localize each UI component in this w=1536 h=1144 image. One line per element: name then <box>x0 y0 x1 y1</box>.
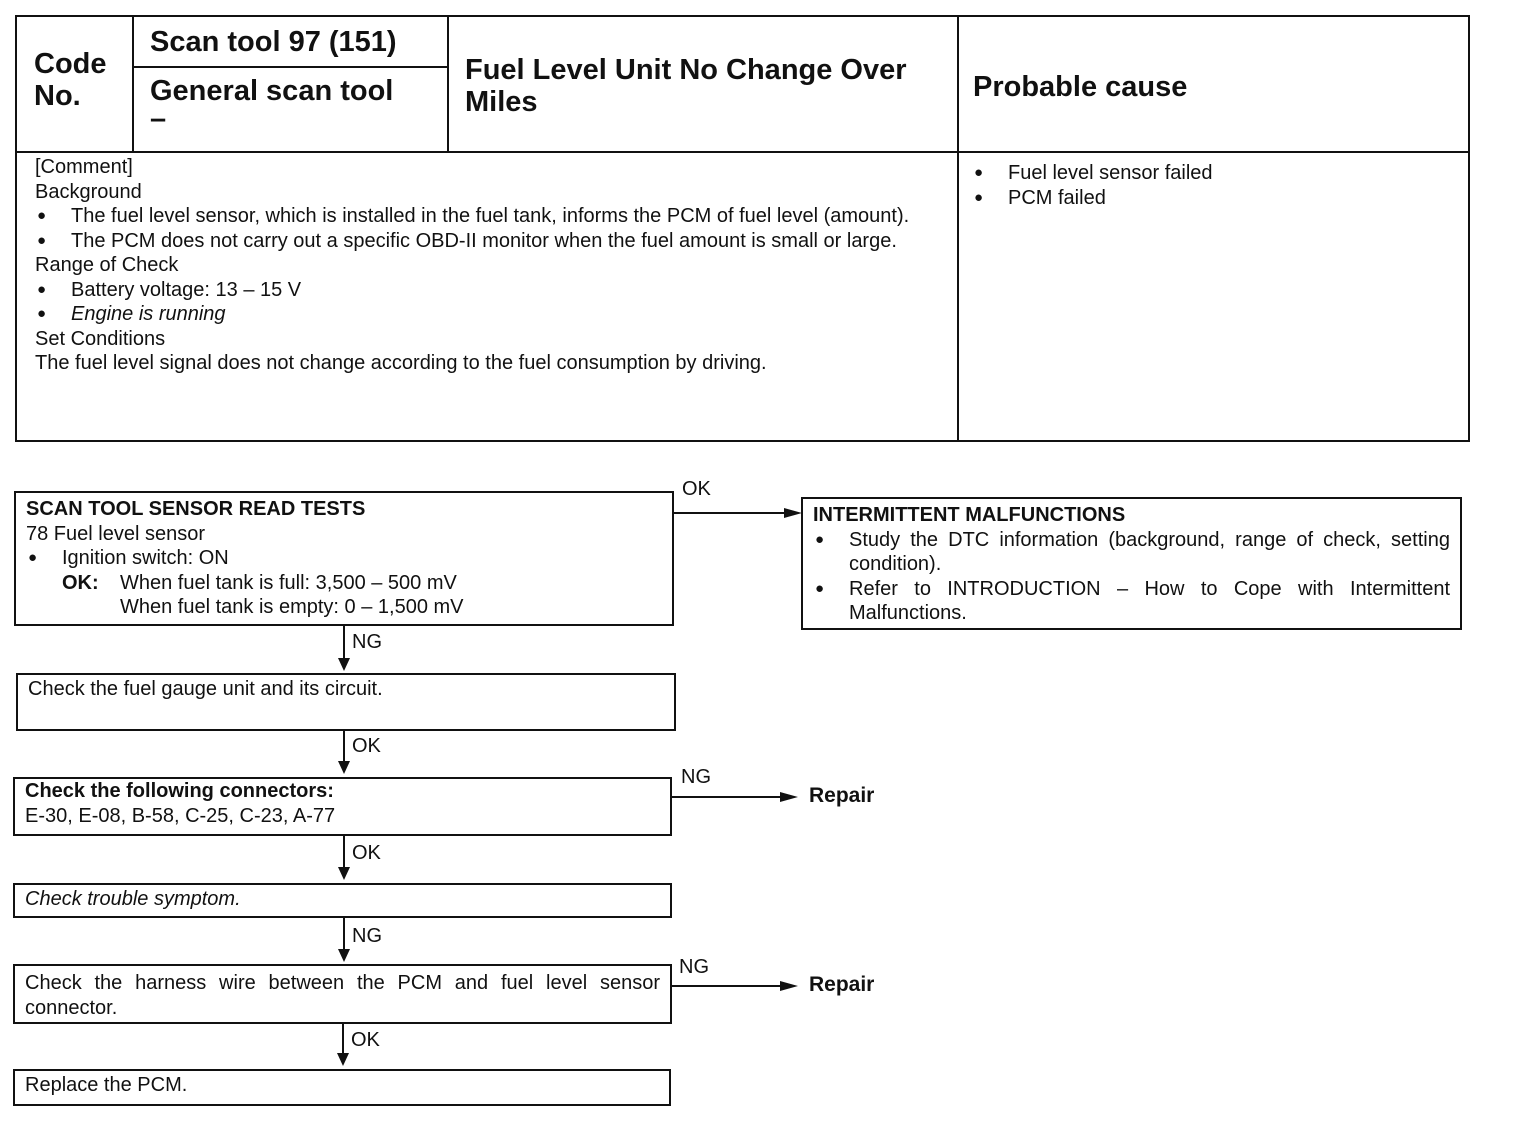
table-divider-cause <box>957 15 959 442</box>
flow-label-ng: NG <box>679 956 709 978</box>
flow-label-ng: NG <box>681 766 711 788</box>
ok-criteria-full: When fuel tank is full: 3,500 – 500 mV <box>120 571 457 594</box>
probable-cause-item: ● PCM failed <box>972 186 1452 211</box>
flow-label-ok: OK <box>682 478 711 500</box>
flow-label-ok: OK <box>351 1029 380 1051</box>
repair-label: Repair <box>809 973 875 996</box>
step-text: Replace the PCM. <box>25 1074 188 1096</box>
flow-label-ng: NG <box>352 925 382 947</box>
connector-line <box>672 985 782 987</box>
ok-criteria-empty: When fuel tank is empty: 0 – 1,500 mV <box>120 596 464 618</box>
arrow-right-icon <box>780 981 798 991</box>
arrow-right-icon <box>780 792 798 802</box>
general-scan-tool-heading: General scan tool <box>150 75 394 107</box>
step-title: SCAN TOOL SENSOR READ TESTS <box>26 498 366 520</box>
ok-criteria <box>26 571 662 620</box>
step-line: 78 Fuel level sensor <box>26 522 205 545</box>
intermittent-item: ● Refer to INTRODUCTION – How to Cope with Intermittent Malfunctions. <box>813 577 1450 626</box>
background-item: ● The fuel level sensor, which is installed in the fuel tank, informs the PCM of fuel level (amount). <box>35 204 940 229</box>
arrow-down-icon <box>337 1053 349 1066</box>
step-check-connectors <box>13 777 672 836</box>
step-replace-pcm <box>13 1069 671 1106</box>
page-title: Fuel Level Unit No Change Over Miles <box>465 54 907 118</box>
general-scan-tool-value: – <box>150 103 167 135</box>
set-conditions-text: The fuel level signal does not change according to the fuel consumption by driving. <box>35 352 767 374</box>
flow-label-ng: NG <box>352 631 382 653</box>
table-divider-code <box>132 15 134 152</box>
connector-list: E-30, E-08, B-58, C-25, C-23, A-77 <box>25 804 336 827</box>
connector-line <box>342 1024 344 1054</box>
intermittent-title: INTERMITTENT MALFUNCTIONS <box>813 504 1126 526</box>
range-item: ● Engine is running <box>35 302 940 327</box>
step-text: Check the fuel gauge unit and its circuit. <box>28 678 383 700</box>
connector-line <box>343 836 345 868</box>
code-no-heading: Code No. <box>34 48 107 112</box>
arrow-down-icon <box>338 949 350 962</box>
scan-tool-97-heading: Scan tool 97 (151) <box>150 26 397 58</box>
table-divider-scan-inner <box>132 66 448 68</box>
step-scan-tool-read-tests <box>14 491 674 626</box>
repair-label: Repair <box>809 784 875 807</box>
set-conditions-heading: Set Conditions <box>35 327 166 350</box>
range-heading: Range of Check <box>35 254 179 276</box>
step-check-fuel-gauge <box>16 673 676 731</box>
connector-line <box>343 731 345 762</box>
table-divider-scan <box>447 15 449 152</box>
step-text: Check the harness wire between the PCM and fuel level sensor connector. <box>25 972 660 1019</box>
arrow-down-icon <box>338 867 350 880</box>
intermittent-item: ● Study the DTC information (background, range of check, setting condition). <box>813 528 1450 577</box>
comment-section <box>35 155 940 376</box>
step-title: Check the following connectors: <box>25 780 334 802</box>
connector-line <box>343 918 345 950</box>
range-item: ● Battery voltage: 13 – 15 V <box>35 278 940 303</box>
connector-line <box>672 796 782 798</box>
background-heading: Background <box>35 180 142 203</box>
connector-line <box>674 512 786 514</box>
step-check-harness-wire <box>13 964 672 1024</box>
background-item: ● The PCM does not carry out a specific OBD-II monitor when the fuel amount is small or large. <box>35 229 940 254</box>
step-text: Check trouble symptom. <box>25 888 241 910</box>
arrow-right-icon <box>784 508 802 518</box>
connector-line <box>343 626 345 659</box>
ok-criteria-label: OK: <box>62 571 99 594</box>
step-bullet: ● Ignition switch: ON <box>26 546 662 571</box>
probable-cause-heading: Probable cause <box>973 71 1188 103</box>
step-check-trouble-symptom <box>13 883 672 918</box>
arrow-down-icon <box>338 658 350 671</box>
comment-label: [Comment] <box>35 156 133 178</box>
table-header-divider <box>15 151 1470 153</box>
probable-cause-list <box>972 161 1452 210</box>
arrow-down-icon <box>338 761 350 774</box>
probable-cause-item: ● Fuel level sensor failed <box>972 161 1452 186</box>
flow-label-ok: OK <box>352 735 381 757</box>
intermittent-malfunctions-box <box>801 497 1462 630</box>
flow-label-ok: OK <box>352 842 381 864</box>
